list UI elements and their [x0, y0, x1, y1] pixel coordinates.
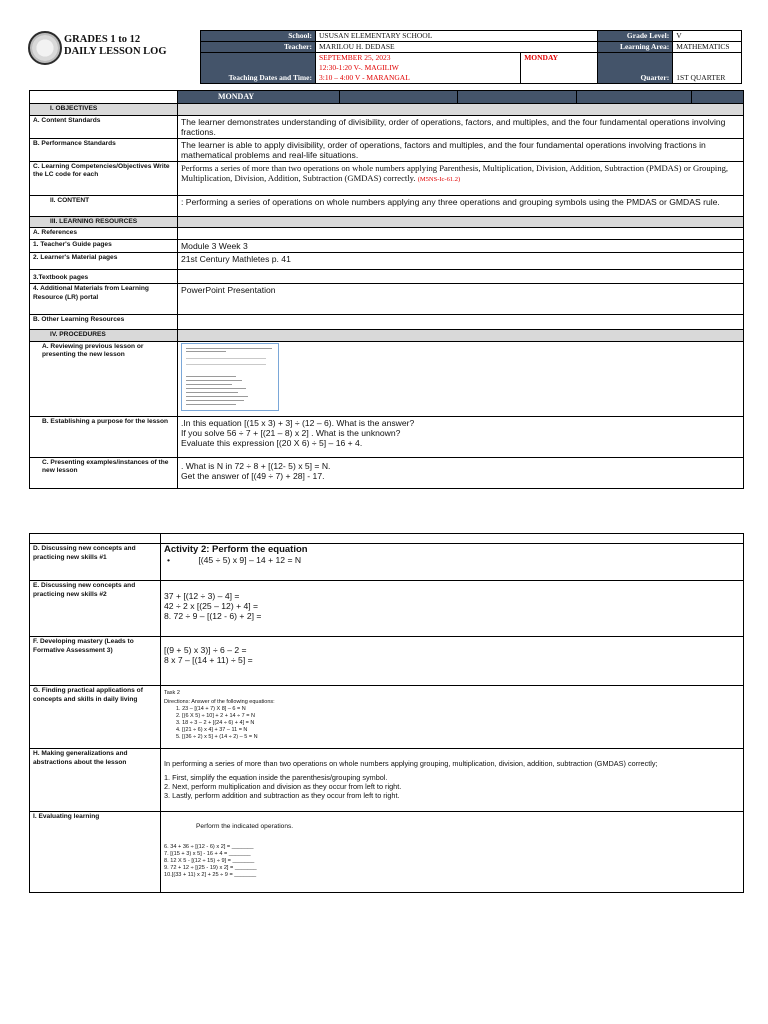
- additional-materials-value: PowerPoint Presentation: [178, 284, 744, 315]
- content-standards-text: The learner demonstrates understanding of divisibility, order of operations, factors, and multiples, and the four fundamental operations involving fractions.: [178, 115, 744, 138]
- practical-applications-label: G. Finding practical applications of concepts and skills in daily living: [30, 686, 161, 749]
- area-label: Learning Area:: [598, 42, 673, 53]
- evaluating-item-6: 6. 34 + 36 ÷ [(12 - 6) x 2] = _______: [164, 844, 254, 850]
- time2-text: 3:10 – 4:00 V - MARANGAL: [319, 73, 410, 82]
- competencies-label: C. Learning Competencies/Objectives Write the LC code for each: [30, 161, 178, 195]
- date-text: SEPTEMBER 25, 2023: [319, 53, 391, 62]
- objectives-heading: I. OBJECTIVES: [30, 104, 178, 116]
- form-title-line2: DAILY LESSON LOG: [64, 46, 167, 57]
- content-standards-label: A. Content Standards: [30, 115, 178, 138]
- establishing-purpose-label: B. Establishing a purpose for the lesson: [30, 416, 178, 457]
- purpose-item-1: .In this equation [(15 x 3) + 3] ÷ (12 – 6). What is the answer?: [181, 417, 415, 428]
- deped-seal-logo: [28, 31, 62, 65]
- task-2-item-5: 5. [(36 ÷ 2) x 5] + (14 ÷ 2) – 5 = N: [176, 734, 258, 740]
- teacher-label: Teacher:: [201, 42, 316, 53]
- teacher-value: MARILOU H. DEDASE: [316, 42, 598, 53]
- discussing-2-item-1: 37 + [(12 ÷ 3) – 4] =: [164, 591, 240, 601]
- generalizations-step-1: 1. First, simplify the equation inside the parenthesis/grouping symbol.: [164, 773, 388, 782]
- learners-material-value: 21st Century Mathletes p. 41: [178, 252, 744, 269]
- grade-value: V: [673, 31, 742, 42]
- evaluating-cell: [161, 812, 744, 893]
- evaluating-item-7: 7. [(15 + 3) x 5] - 16 + 4 = _______: [164, 851, 251, 857]
- competencies-cell: [178, 161, 744, 195]
- developing-mastery-item-2: 8 x 7 – [(14 + 11) ÷ 5] =: [164, 655, 253, 665]
- day-header-row: [30, 91, 744, 104]
- performance-standards-label: B. Performance Standards: [30, 138, 178, 161]
- reviewing-lesson-label: A. Reviewing previous lesson or presenting the new lesson: [30, 341, 178, 416]
- discussing-2-label: E. Discussing new concepts and practicing new skills #2: [30, 581, 161, 637]
- developing-mastery-label: F. Developing mastery (Leads to Formative Assessment 3): [30, 637, 161, 686]
- review-thumbnail-cell: [178, 341, 744, 416]
- time1-text: 12:30-1:20 V-. MAGILIW: [319, 63, 399, 72]
- task-2-item-4: 4. [(21 ÷ 6) x 4] + 37 – 11 = N: [176, 727, 248, 733]
- grade-label: Grade Level:: [598, 31, 673, 42]
- presenting-item-1: . What is N in 72 ÷ 8 + [(12- 5) x 5] = N.: [181, 460, 331, 471]
- form-title-line1: GRADES 1 to 12: [64, 34, 141, 45]
- generalizations-intro: In performing a series of more than two operations on whole numbers applying grouping, multiplication, division, addition, subtraction (GMDAS) correctly;: [164, 759, 658, 768]
- presenting-examples-label: C. Presenting examples/instances of the new lesson: [30, 457, 178, 488]
- discussing-1-label: D. Discussing new concepts and practicing new skills #1: [30, 544, 161, 581]
- evaluating-item-9: 9. 72 + 12 ÷ [(25 - 19) x 2] = _______: [164, 865, 257, 871]
- task-2-item-1: 1. 23 – [(14 + 7) X 8] – 6 = N: [176, 706, 246, 712]
- discussing-1-cell: [161, 544, 744, 581]
- presenting-cell: [178, 457, 744, 488]
- developing-mastery-item-1: [(9 + 5) x 3)] ÷ 6 – 2 =: [164, 645, 247, 655]
- teachers-guide-label: 1. Teacher's Guide pages: [30, 239, 178, 252]
- purpose-cell: [178, 416, 744, 457]
- quarter-label: Quarter:: [598, 53, 673, 84]
- activity-2-bullet: •: [167, 555, 171, 565]
- discussing-2-item-2: 42 ÷ 2 x [(25 – 12) + 4] =: [164, 601, 259, 611]
- evaluating-label: I. Evaluating learning: [30, 812, 161, 893]
- activity-2-item: [(45 ÷ 5) x 9] – 14 + 12 = N: [198, 555, 302, 565]
- quarter-value: 1ST QUARTER: [673, 53, 742, 84]
- task-2-heading: Task 2: [164, 690, 180, 696]
- dates-label: Teaching Dates and Time:: [201, 53, 316, 84]
- learners-material-label: 2. Learner's Material pages: [30, 252, 178, 269]
- generalizations-step-2: 2. Next, perform multiplication and division as they occur from left to right.: [164, 782, 402, 791]
- task-2-directions: Directions: Answer of the following equations:: [164, 699, 275, 705]
- practical-applications-cell: [161, 686, 744, 749]
- area-value: MATHEMATICS: [673, 42, 742, 53]
- discussing-2-item-3: 8. 72 ÷ 9 – [(12 - 6) + 2] =: [164, 611, 262, 621]
- dates-value: [316, 53, 521, 84]
- performance-standards-text: The learner is able to apply divisibility, order of operations, factors and multiples, and the four fundamental operations involving fractions in mathematical problems and real-life situations.: [178, 138, 744, 161]
- form-title: [64, 34, 167, 58]
- task-2-item-3: 3. 18 ÷ 3 – 2 + [(24 ÷ 6) + 4] = N: [176, 720, 255, 726]
- procedures-heading: IV. PROCEDURES: [30, 330, 178, 342]
- additional-materials-label: 4. Additional Materials from Learning Resource (LR) portal: [30, 284, 178, 315]
- textbook-label: 3.Textbook pages: [30, 269, 178, 284]
- discussing-2-cell: [161, 581, 744, 637]
- purpose-item-2: If you solve 56 ÷ 7 + [(21 – 8) x 2] . What is the unknown?: [181, 427, 401, 438]
- content-text: : Performing a series of operations on whole numbers applying any three operations and grouping symbols using the PMDAS or GMDAS rule.: [178, 195, 744, 216]
- references-label: A. References: [30, 228, 178, 240]
- school-value: USUSAN ELEMENTARY SCHOOL: [316, 31, 598, 42]
- presenting-item-2: Get the answer of [(49 ÷ 7) + 28] - 17.: [181, 470, 325, 481]
- evaluating-item-8: 8. 12 X 5 - [(12 ÷ 15) ÷ 9] = _______: [164, 858, 255, 864]
- activity-2-title: Activity 2: Perform the equation: [164, 544, 308, 555]
- teachers-guide-value: Module 3 Week 3: [178, 239, 744, 252]
- header-info-table: [200, 30, 742, 84]
- other-resources-label: B. Other Learning Resources: [30, 315, 178, 330]
- lesson-table-page1: [29, 90, 744, 489]
- competencies-text: Performs a series of more than two operations on whole numbers applying Parenthesis, Multiplication, Division, Addition, Subtraction (PMDAS) or Grouping, Multiplication, Division, Addition, Subtraction (GMDAS) correctly.: [181, 162, 729, 183]
- review-activity-thumbnail: [181, 343, 279, 411]
- content-heading: II. CONTENT: [30, 195, 178, 216]
- task-2-item-2: 2. [(6 X 5) ÷ 10] + 2 + 14 ÷ 7 = N: [176, 713, 255, 719]
- lesson-table-page2: [29, 533, 744, 893]
- competencies-code: (M5NS-Ic-61.2): [417, 175, 461, 183]
- purpose-item-3: Evaluate this expression [(20 X 6) ÷ 5] – 16 + 4.: [181, 437, 363, 448]
- learning-resources-heading: III. LEARNING RESOURCES: [30, 216, 178, 228]
- developing-mastery-cell: [161, 637, 744, 686]
- generalizations-label: H. Making generalizations and abstractions about the lesson: [30, 749, 161, 812]
- school-label: School:: [201, 31, 316, 42]
- evaluating-title: Perform the indicated operations.: [196, 823, 294, 830]
- evaluating-item-10: 10.[(33 + 11) x 2] + 25 ÷ 9 = _______: [164, 872, 257, 878]
- day-text: MONDAY: [521, 53, 598, 84]
- generalizations-step-3: 3. Lastly, perform addition and subtraction as they occur from left to right.: [164, 791, 400, 800]
- generalizations-cell: [161, 749, 744, 812]
- day-header-monday: MONDAY: [178, 91, 340, 104]
